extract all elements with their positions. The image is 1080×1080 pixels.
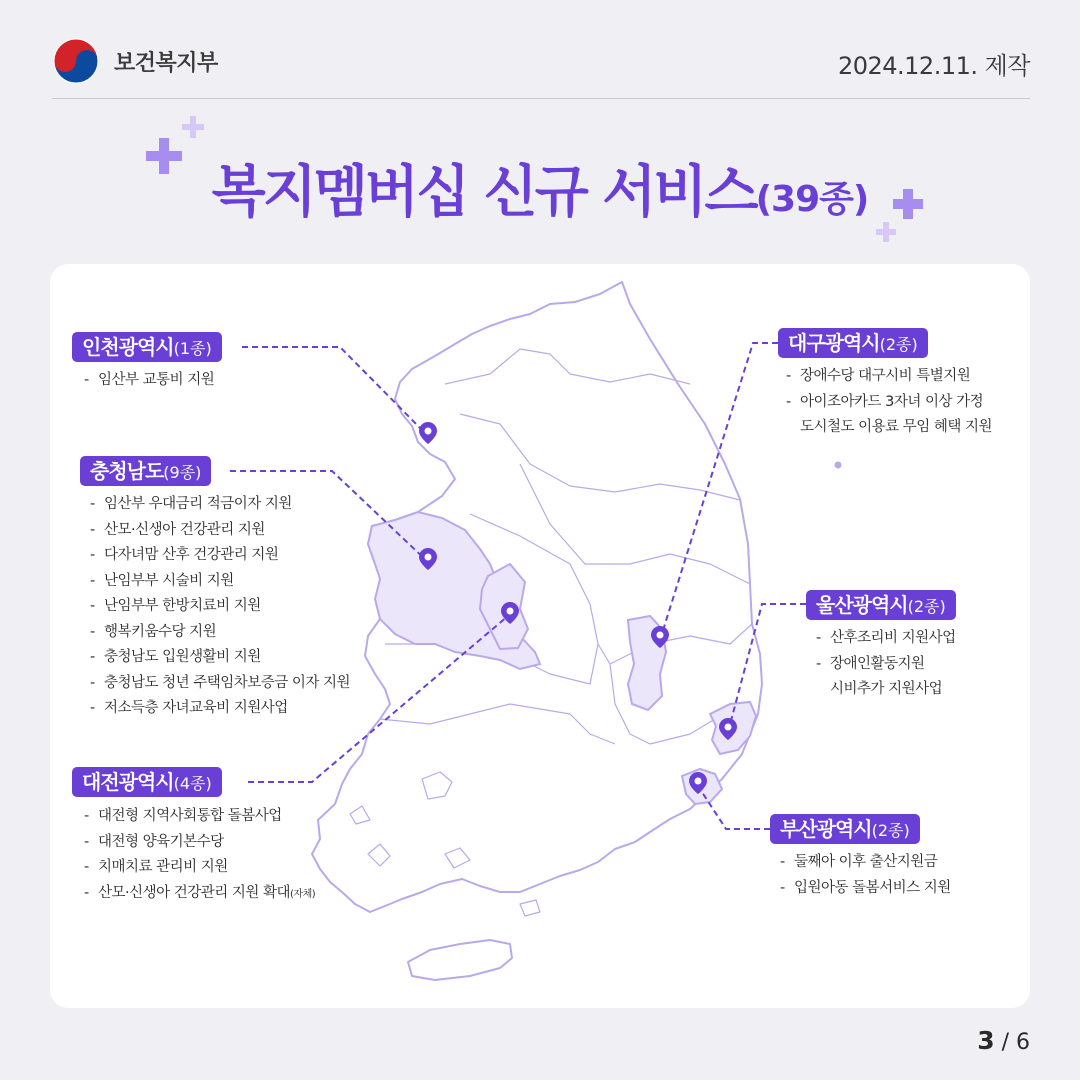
list-item: - 난임부부 한방치료비 지원 — [90, 598, 261, 614]
list-item: - 대전형 지역사회통합 돌봄사업 — [84, 808, 282, 824]
taegeuk-logo-icon — [52, 37, 100, 85]
region-count: (1종) — [173, 339, 212, 358]
list-item: - 행복키움수당 지원 — [90, 623, 217, 640]
list-item: - 충청남도 청년 주택임차보증금 이자 지원 — [90, 674, 351, 691]
page-current: 3 — [977, 1026, 995, 1055]
list-item: - 장애인활동지원 — [816, 655, 925, 672]
region-badge-daejeon — [72, 767, 222, 797]
list-item: - 충청남도 입원생활비 지원 — [90, 649, 261, 665]
region-count: (2종) — [879, 335, 918, 354]
title-main: 복지멤버십 신규 서비스 — [211, 160, 756, 225]
region-count: (2종) — [871, 821, 910, 840]
region-name: 대구광역시 — [788, 331, 880, 355]
region-name: 대전광역시 — [82, 770, 174, 794]
list-item: - 임산부 교통비 지원 — [84, 372, 215, 388]
sparkle-plus-icon — [180, 114, 206, 140]
region-name: 울산광역시 — [816, 593, 908, 617]
region-list-daejeon — [84, 804, 315, 907]
region-count: (4종) — [173, 774, 212, 793]
list-item: - 입원아동 돌봄서비스 지원 — [780, 879, 951, 896]
list-item: - 아이조아카드 3자녀 이상 가정 — [786, 393, 984, 410]
map-card — [50, 264, 1030, 1008]
list-item: - 임산부 우대금리 적금이자 지원 — [90, 496, 292, 512]
region-badge-daegu — [778, 328, 928, 358]
page-total: 6 — [1016, 1030, 1030, 1055]
map-pin-icon — [419, 422, 437, 444]
list-item: - 저소득층 자녀교육비 지원사업 — [90, 700, 288, 716]
region-badge-incheon — [72, 332, 222, 362]
region-count: (2종) — [907, 597, 946, 616]
leader-daegu — [660, 343, 778, 640]
page-indicator — [977, 1026, 1030, 1055]
region-list-daegu — [786, 364, 992, 441]
list-item: - 치매치료 관리비 지원 — [84, 859, 228, 875]
ministry-name: 보건복지부 — [114, 51, 218, 76]
region-badge-ulsan — [806, 590, 956, 620]
region-list-incheon — [84, 368, 214, 394]
region-list-chungnam — [90, 492, 350, 722]
list-item: - 난임부부 시술비 지원 — [90, 572, 234, 589]
leader-incheon — [242, 347, 428, 436]
list-item: 도시철도 이용료 무임 혜택 지원 — [800, 419, 993, 435]
list-item: - 산후조리비 지원사업 — [816, 630, 956, 646]
list-item: - 산모·신생아 건강관리 지원 — [90, 521, 265, 538]
region-list-ulsan — [816, 626, 956, 703]
region-name: 충청남도 — [90, 459, 164, 483]
region-badge-busan — [770, 814, 920, 844]
region-name: 부산광역시 — [780, 817, 872, 841]
list-item: - 둘째아 이후 출산지원금 — [780, 854, 938, 870]
header — [0, 0, 1080, 100]
page-separator: / — [994, 1030, 1016, 1055]
list-item: - 산모·신생아 건강관리 지원 확대(자체) — [84, 884, 316, 901]
list-item: - 다자녀맘 산후 건강관리 지원 — [90, 547, 279, 563]
jeju-island — [408, 940, 512, 980]
region-badge-chungnam — [80, 456, 211, 486]
page-title — [0, 148, 1080, 228]
list-item: - 대전형 양육기본수당 — [84, 833, 224, 850]
production-date: 2024.12.11. 제작 — [837, 52, 1030, 80]
title-count: (39종) — [755, 179, 869, 220]
item-note: (자체) — [290, 888, 316, 900]
list-item: - 장애수당 대구시비 특별지원 — [786, 368, 971, 384]
header-divider — [52, 98, 1030, 99]
list-item: 시비추가 지원사업 — [830, 681, 943, 697]
region-name: 인천광역시 — [82, 335, 174, 359]
region-count: (9종) — [163, 463, 202, 482]
region-list-busan — [780, 850, 951, 901]
